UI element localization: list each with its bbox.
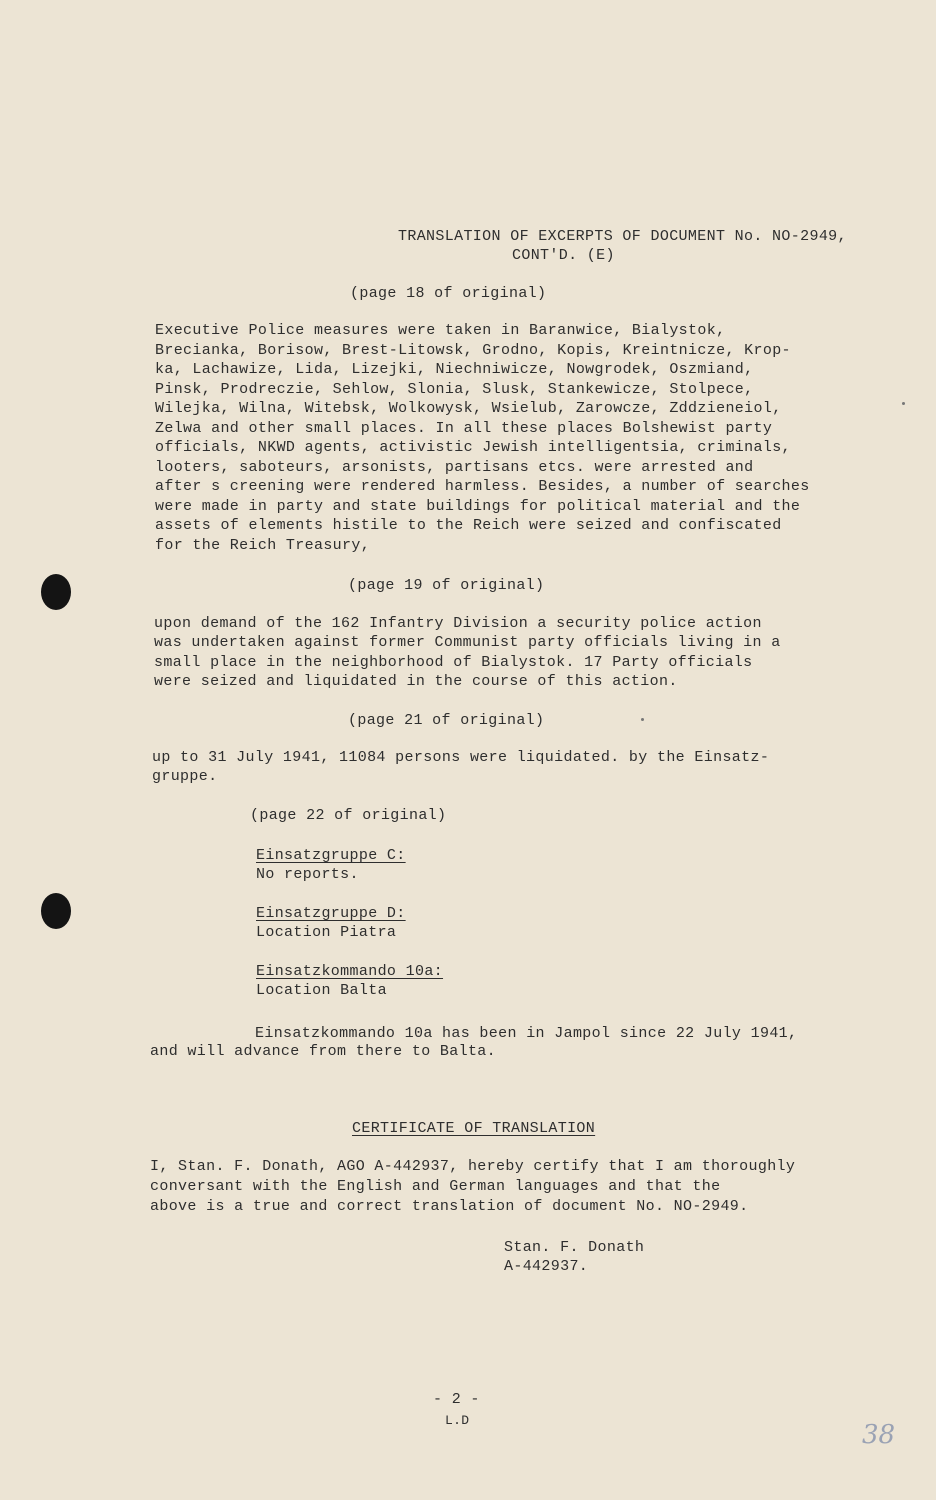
unit-heading: Einsatzgruppe C: [256,847,406,864]
body-line: were made in party and state buildings for political material and the [155,498,801,515]
paper-speck [902,402,905,405]
body-line: Zelwa and other small places. In all these places Bolshewist party [155,420,773,437]
page-number: - 2 - [433,1391,480,1408]
unit-detail: No reports. [256,866,359,883]
body-line: Brecianka, Borisow, Brest-Litowsk, Grodno, Kopis, Kreintnicze, Krop- [155,342,791,359]
typist-initials: L.D [445,1413,470,1428]
unit-detail: Location Balta [256,982,387,999]
document-subtitle: CONT'D. (E) [512,247,615,264]
body-line: ka, Lachawize, Lida, Lizejki, Niechniwicze, Nowgrodek, Oszmiand, [155,361,754,378]
certificate-line: above is a true and correct translation of document No. NO-2949. [150,1198,749,1215]
paper-speck [641,718,644,721]
body-line: upon demand of the 162 Infantry Division a security police action [154,615,762,632]
punch-hole [41,574,71,610]
body-line: officials, NKWD agents, activistic Jewish intelligentsia, criminals, [155,439,791,456]
body-line: gruppe. [152,768,218,785]
body-line: small place in the neighborhood of Bialystok. 17 Party officials [154,654,753,671]
document-title: TRANSLATION OF EXCERPTS OF DOCUMENT No. NO-2949, [398,228,847,245]
certificate-heading: CERTIFICATE OF TRANSLATION [352,1120,596,1137]
handwritten-page-number: 38 [862,1420,896,1450]
page-reference: (page 21 of original) [348,712,545,729]
certificate-line: conversant with the English and German languages and that the [150,1178,721,1195]
body-line: looters, saboteurs, arsonists, partisans etcs. were arrested and [155,459,754,476]
page-reference: (page 18 of original) [350,285,547,302]
body-line: Pinsk, Prodreczie, Sehlow, Slonia, Slusk, Stankewicze, Stolpece, [155,381,754,398]
unit-heading: Einsatzkommando 10a: [256,963,444,980]
body-line: Einsatzkommando 10a has been in Jampol since 22 July 1941, [255,1025,798,1042]
signature-name: Stan. F. Donath [504,1239,645,1256]
body-line: up to 31 July 1941, 11084 persons were liquidated. by the Einsatz- [152,749,770,766]
certificate-line: I, Stan. F. Donath, AGO A-442937, hereby certify that I am thoroughly [150,1158,796,1175]
page-reference: (page 19 of original) [348,577,545,594]
body-line: and will advance from there to Balta. [150,1043,497,1060]
signature-id: A-442937. [504,1258,589,1275]
body-line: Executive Police measures were taken in Baranwice, Bialystok, [155,322,726,339]
page-reference: (page 22 of original) [250,807,447,824]
body-line: was undertaken against former Communist party officials living in a [154,634,781,651]
body-line: for the Reich Treasury, [155,537,371,554]
unit-heading: Einsatzgruppe D: [256,905,406,922]
body-line: after s creening were rendered harmless. Besides, a number of searches [155,478,810,495]
body-line: were seized and liquidated in the course of this action. [154,673,678,690]
unit-detail: Location Piatra [256,924,397,941]
punch-hole [41,893,71,929]
body-line: Wilejka, Wilna, Witebsk, Wolkowysk, Wsielub, Zarowcze, Zddzieneiol, [155,400,782,417]
body-line: assets of elements histile to the Reich were seized and confiscated [155,517,782,534]
